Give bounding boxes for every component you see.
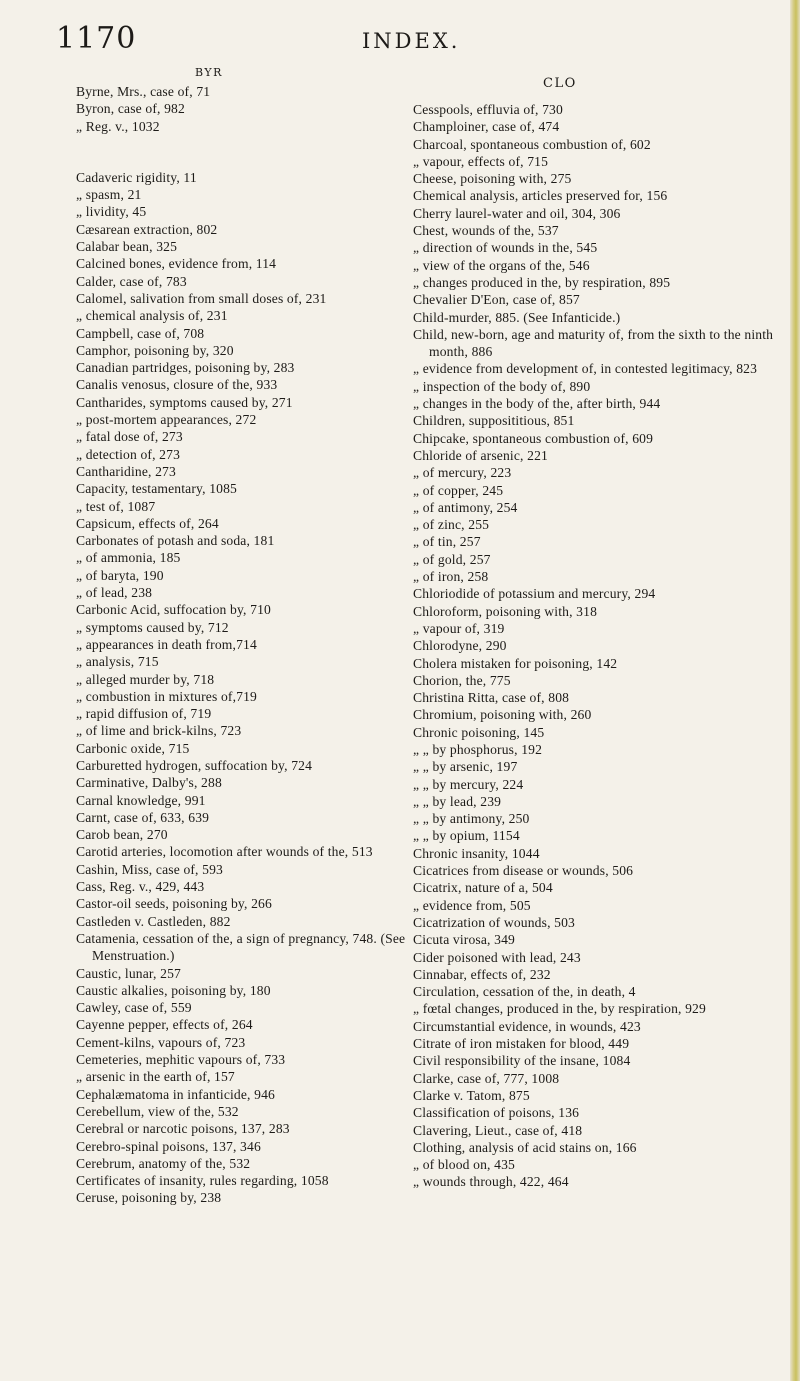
index-entry: Cicatrices from disease or wounds, 506 (413, 863, 634, 879)
index-entry: „ of ammonia, 185 (76, 550, 181, 566)
index-entry: „ arsenic in the earth of, 157 (76, 1069, 235, 1085)
index-entry: Cholera mistaken for poisoning, 142 (413, 655, 618, 671)
index-entry: „ spasm, 21 (76, 187, 142, 203)
index-entry: Cadaveric rigidity, 11 (76, 169, 197, 185)
index-entry: Citrate of iron mistaken for blood, 449 (413, 1036, 630, 1052)
right-running-header: CLO (543, 76, 577, 91)
left-running-header: BYR (195, 66, 223, 79)
index-entry: „ „ by lead, 239 (413, 793, 502, 809)
index-entry: „ of antimony, 254 (413, 499, 518, 515)
left-index-column (76, 83, 406, 1207)
index-entry: „ of zinc, 255 (413, 517, 490, 533)
index-entry: „ symptoms caused by, 712 (76, 619, 229, 635)
index-entry: Carbonic oxide, 715 (76, 740, 190, 756)
index-entry: „ vapour, effects of, 715 (413, 153, 549, 169)
index-entry: „ „ by phosphorus, 192 (413, 741, 543, 757)
index-entry: Cerebro-spinal poisons, 137, 346 (76, 1138, 261, 1154)
index-entry: Chlorodyne, 290 (413, 638, 507, 654)
index-entry: Cawley, case of, 559 (76, 1000, 192, 1016)
index-entry: „ of gold, 257 (413, 551, 491, 567)
index-entry: Charcoal, spontaneous combustion of, 602 (413, 136, 651, 152)
index-entry: Byron, case of, 982 (76, 101, 185, 117)
index-entry: „ direction of wounds in the, 545 (413, 240, 598, 256)
index-entry: Caustic alkalies, poisoning by, 180 (76, 982, 271, 998)
index-entry: „ fatal dose of, 273 (76, 429, 183, 445)
index-entry: Chloride of arsenic, 221 (413, 447, 548, 463)
index-entry: Carotid arteries, locomotion after wounds of the, 513 (76, 844, 373, 860)
index-entry: „ „ by arsenic, 197 (413, 759, 518, 775)
index-entry: „ of lead, 238 (76, 585, 153, 601)
index-entry: Cinnabar, effects of, 232 (413, 966, 551, 982)
index-entry: Child, new-born, age and maturity of, from the sixth to the ninth month, 886 (413, 326, 774, 360)
index-entry: „ evidence from, 505 (413, 897, 531, 913)
index-entry: Cerebral or narcotic poisons, 137, 283 (76, 1121, 290, 1137)
index-entry: „ changes in the body of the, after birth, 944 (413, 396, 661, 412)
index-entry: Cayenne pepper, effects of, 264 (76, 1017, 253, 1033)
index-entry: „ appearances in death from,714 (76, 636, 257, 652)
index-entry: Chevalier D'Eon, case of, 857 (413, 292, 580, 308)
index-entry: „ fœtal changes, produced in the, by respiration, 929 (413, 1001, 706, 1017)
index-entry: Chemical analysis, articles preserved for, 156 (413, 188, 668, 204)
index-entry: Cicuta virosa, 349 (413, 932, 515, 948)
index-entry: Champloiner, case of, 474 (413, 119, 560, 135)
index-entry: „ post-mortem appearances, 272 (76, 412, 257, 428)
index-entry: Calder, case of, 783 (76, 273, 187, 289)
index-entry: Clarke v. Tatom, 875 (413, 1087, 530, 1103)
index-entry: Cheese, poisoning with, 275 (413, 171, 572, 187)
index-entry: Chipcake, spontaneous combustion of, 609 (413, 430, 654, 446)
index-entry: „ wounds through, 422, 464 (413, 1174, 569, 1190)
index-entry: Cider poisoned with lead, 243 (413, 949, 581, 965)
index-entry: Calomel, salivation from small doses of, 231 (76, 290, 327, 306)
index-entry: Clavering, Lieut., case of, 418 (413, 1122, 583, 1138)
index-entry: „ of copper, 245 (413, 482, 504, 498)
index-entry: Cantharidine, 273 (76, 463, 176, 479)
index-entry: Carbonates of potash and soda, 181 (76, 533, 275, 549)
right-index-column (413, 101, 787, 1191)
index-entry: Canadian partridges, poisoning by, 283 (76, 360, 295, 376)
index-entry: „ of iron, 258 (413, 569, 489, 585)
index-entry: Canalis venosus, closure of the, 933 (76, 377, 278, 393)
index-entry: Cashin, Miss, case of, 593 (76, 861, 223, 877)
index-entry: Clarke, case of, 777, 1008 (413, 1070, 560, 1086)
index-entry: Circumstantial evidence, in wounds, 423 (413, 1018, 641, 1034)
index-entry: Chronic insanity, 1044 (413, 845, 540, 861)
index-entry: Cesspools, effluvia of, 730 (413, 102, 563, 117)
index-entry: Classification of poisons, 136 (413, 1105, 580, 1121)
index-entry: „ of tin, 257 (413, 534, 481, 550)
index-entry: Cemeteries, mephitic vapours of, 733 (76, 1052, 286, 1068)
index-entry: Carnal knowledge, 991 (76, 792, 206, 808)
index-entry: „ „ by antimony, 250 (413, 811, 530, 827)
index-entry: Capacity, testamentary, 1085 (76, 481, 237, 497)
index-entry: Civil responsibility of the insane, 1084 (413, 1053, 631, 1069)
index-entry: Byrne, Mrs., case of, 71 (76, 84, 211, 99)
index-entry: „ evidence from development of, in contested legitimacy, 823 (413, 361, 758, 377)
index-entry: Ceruse, poisoning by, 238 (76, 1190, 222, 1206)
index-entry: Cass, Reg. v., 429, 443 (76, 879, 205, 895)
index-entry: „ of mercury, 223 (413, 465, 512, 481)
index-entry: Certificates of insanity, rules regarding, 1058 (76, 1173, 329, 1189)
index-entry: Calabar bean, 325 (76, 239, 178, 255)
index-entry: „ „ by mercury, 224 (413, 776, 524, 792)
index-entry: Cæsarean extraction, 802 (76, 221, 218, 237)
index-entry: „ „ by opium, 1154 (413, 828, 520, 844)
index-entry: Carminative, Dalby's, 288 (76, 775, 222, 791)
page-number: 1170 (56, 21, 137, 56)
index-entry: „ changes produced in the, by respiration, 895 (413, 274, 671, 290)
index-entry: Cicatrization of wounds, 503 (413, 914, 576, 930)
index-entry: Cherry laurel-water and oil, 304, 306 (413, 205, 621, 221)
index-entry: „ chemical analysis of, 231 (76, 308, 228, 324)
index-entry: Chromium, poisoning with, 260 (413, 707, 592, 723)
index-entry: „ analysis, 715 (76, 654, 159, 670)
index-entry: „ of baryta, 190 (76, 567, 164, 583)
page-heading: INDEX. (362, 29, 461, 53)
index-entry: Christina Ritta, case of, 808 (413, 690, 570, 706)
index-entry: Cerebrum, anatomy of the, 532 (76, 1155, 251, 1171)
index-entry: Child-murder, 885. (See Infanticide.) (413, 309, 621, 325)
index-entry: Cement-kilns, vapours of, 723 (76, 1034, 246, 1050)
index-entry: Chest, wounds of the, 537 (413, 223, 559, 239)
index-entry: „ test of, 1087 (76, 498, 156, 514)
index-entry: „ vapour of, 319 (413, 620, 505, 636)
index-entry: Carnt, case of, 633, 639 (76, 809, 210, 825)
index-entry: Clothing, analysis of acid stains on, 166 (413, 1139, 637, 1155)
index-entry: Castor-oil seeds, poisoning by, 266 (76, 896, 272, 912)
index-entry: „ lividity, 45 (76, 204, 147, 220)
index-entry: „ rapid diffusion of, 719 (76, 706, 212, 722)
index-entry: „ detection of, 273 (76, 446, 181, 462)
index-entry: Chronic poisoning, 145 (413, 724, 545, 740)
index-entry: Castleden v. Castleden, 882 (76, 913, 231, 929)
index-entry: Chorion, the, 775 (413, 672, 511, 688)
index-entry: „ of blood on, 435 (413, 1157, 515, 1173)
index-entry: Camphor, poisoning by, 320 (76, 342, 234, 358)
index-entry: Calcined bones, evidence from, 114 (76, 256, 277, 272)
index-entry: „ of lime and brick-kilns, 723 (76, 723, 242, 739)
index-entry: Carburetted hydrogen, suffocation by, 724 (76, 757, 313, 773)
index-entry: „ view of the organs of the, 546 (413, 257, 590, 273)
index-entry: Carob bean, 270 (76, 827, 168, 843)
index-entry: Children, supposititious, 851 (413, 413, 575, 429)
index-entry: Cerebellum, view of the, 532 (76, 1103, 239, 1119)
index-entry: Catamenia, cessation of the, a sign of pregnancy, 748. (See Menstruation.) (76, 930, 406, 964)
index-entry: Chloroform, poisoning with, 318 (413, 603, 598, 619)
index-entry: Carbonic Acid, suffocation by, 710 (76, 602, 271, 618)
index-entry: Circulation, cessation of the, in death, 4 (413, 984, 636, 1000)
index-entry: „ inspection of the body of, 890 (413, 378, 591, 394)
index-entry: Campbell, case of, 708 (76, 325, 205, 341)
index-entry: Capsicum, effects of, 264 (76, 515, 219, 531)
index-entry: „ Reg. v., 1032 (76, 118, 160, 134)
index-entry: Cephalæmatoma in infanticide, 946 (76, 1086, 275, 1102)
page-edge (790, 0, 800, 1381)
index-entry: „ combustion in mixtures of,719 (76, 688, 257, 704)
index-entry: Chloriodide of potassium and mercury, 294 (413, 586, 656, 602)
index-entry: Caustic, lunar, 257 (76, 965, 181, 981)
index-entry: „ alleged murder by, 718 (76, 671, 215, 687)
index-entry: Cantharides, symptoms caused by, 271 (76, 394, 293, 410)
index-entry: Cicatrix, nature of a, 504 (413, 880, 553, 896)
